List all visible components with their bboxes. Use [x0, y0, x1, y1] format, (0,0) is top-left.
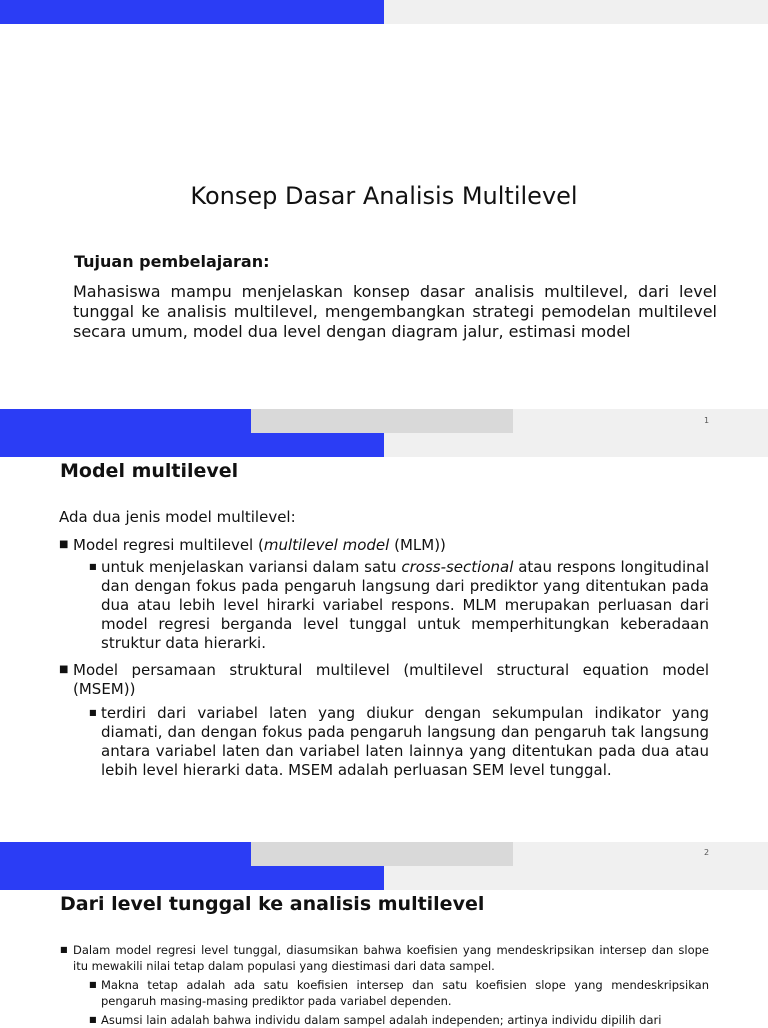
- learning-goal-heading: Tujuan pembelajaran:: [74, 252, 270, 271]
- item1-text-post: (MLM)): [389, 536, 446, 554]
- slide1-footer-blue-bar: [0, 409, 251, 433]
- bullet-square-2: ■: [59, 664, 69, 675]
- slide1-footer-light-bar: [513, 409, 768, 433]
- slide2-footer-grey-bar: [251, 842, 513, 866]
- slide3-item-1-sub-2: Asumsi lain adalah bahwa individu dalam sampel adalah independen; artinya individu dipilih dari: [101, 1013, 662, 1027]
- slide3-sub-bullet-1: ■: [89, 980, 97, 989]
- item1-text-pre: Model regresi multilevel (: [73, 536, 264, 554]
- slide2-top-light-bar: [384, 433, 768, 457]
- sub-bullet-2: ■: [89, 708, 97, 717]
- slide3-item-1: Dalam model regresi level tunggal, diasumsikan bahwa koefisien yang mendeskripsikan intersep dan slope itu mewakili nilai tetap dalam populasi yang diestimasi dari data sampel.: [73, 943, 709, 973]
- sub-bullet-1: ■: [89, 562, 97, 571]
- item1-sub-post: atau respons longitudinal dan dengan fokus pada pengaruh langsung dari prediktor yang ditentukan pada dua atau lebih level hirarki variabel respons. MLM merupakan perluasan dari model regresi berganda level tunggal untuk memperhitungkan keberadaan struktur data hierarki.: [101, 558, 709, 652]
- list-item-msem-description: terdiri dari variabel laten yang diukur dengan sekumpulan indikator yang diamati, dan dengan fokus pada pengaruh langsung dan pengaruh tak langsung antara variabel laten dan variabel laten lainnya yang ditentukan pada dua atau lebih level hierarki data. MSEM adalah perluasan SEM level tunggal.: [101, 704, 709, 779]
- slide2-footer-light-bar: [513, 842, 768, 866]
- item1-sub-pre: untuk menjelaskan variansi dalam satu: [101, 558, 402, 576]
- page-number-1: 1: [704, 416, 710, 425]
- slide3-top-blue-bar: [0, 866, 384, 890]
- slide3-sub-bullet-2: ■: [89, 1015, 97, 1024]
- learning-goal-body: Mahasiswa mampu menjelaskan konsep dasar analisis multilevel, dari level tunggal ke analisis multilevel, mengembangkan strategi pemodelan multilevel secara umum, model dua level dengan diagram jalur, estimasi model: [73, 282, 717, 341]
- list-item-mlm: [73, 536, 719, 555]
- slide1-title: Konsep Dasar Analisis Multilevel: [190, 182, 578, 210]
- slide1-top-blue-bar: [0, 0, 384, 24]
- slide2-top-blue-bar: [0, 433, 384, 457]
- slide2-title: Model multilevel: [60, 460, 239, 482]
- item1-text-em: multilevel model: [263, 536, 390, 554]
- page-number-2: 2: [704, 848, 710, 857]
- slide3-title: Dari level tunggal ke analisis multilevel: [60, 893, 485, 915]
- slide1-top-light-bar: [384, 0, 768, 24]
- item1-sub-em: cross-sectional: [401, 558, 514, 576]
- slide3-item-1-sub-1: Makna tetap adalah ada satu koefisien intersep dan satu koefisien slope yang mendeskripsikan pengaruh masing-masing prediktor pada variabel dependen.: [101, 978, 709, 1008]
- bullet-square-1: ■: [59, 539, 69, 550]
- slide1-footer-grey-bar: [251, 409, 513, 433]
- slide3-bullet-1: ■: [60, 945, 68, 954]
- slide2-intro: Ada dua jenis model multilevel:: [59, 508, 296, 526]
- list-item-msem: Model persamaan struktural multilevel (multilevel structural equation model (MSEM)): [73, 661, 709, 698]
- list-item-mlm-description: [101, 558, 709, 653]
- slide2-footer-blue-bar: [0, 842, 251, 866]
- slide3-top-light-bar: [384, 866, 768, 890]
